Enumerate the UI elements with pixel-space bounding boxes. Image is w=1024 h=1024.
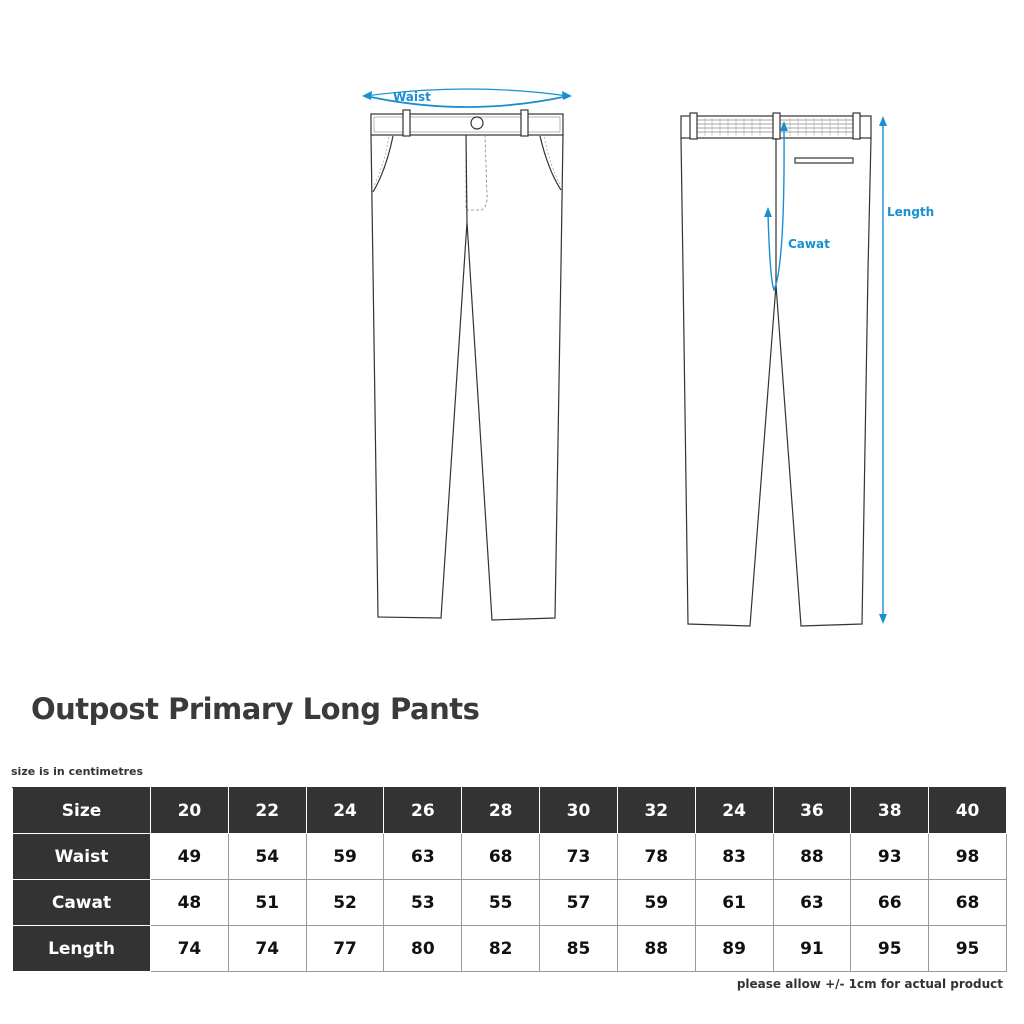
table-cell: 82: [462, 926, 540, 972]
size-header-cell: 38: [851, 788, 929, 834]
table-cell: 83: [695, 834, 773, 880]
waist-measure-arrow: [362, 89, 572, 107]
table-cell: 85: [540, 926, 618, 972]
size-header-cell: 24: [306, 788, 384, 834]
table-cell: 98: [929, 834, 1007, 880]
table-row-cawat: [13, 880, 1007, 926]
table-cell: 51: [228, 880, 306, 926]
table-cell: 78: [617, 834, 695, 880]
table-cell: 88: [617, 926, 695, 972]
waist-label: Waist: [393, 90, 431, 104]
table-cell: 93: [851, 834, 929, 880]
table-cell: 95: [851, 926, 929, 972]
length-label: Length: [887, 205, 935, 219]
size-header-cell: 30: [540, 788, 618, 834]
size-chart-table: [12, 787, 1007, 972]
size-header-cell: 24: [695, 788, 773, 834]
table-cell: 48: [151, 880, 229, 926]
table-cell: 57: [540, 880, 618, 926]
table-cell: 73: [540, 834, 618, 880]
table-cell: 74: [228, 926, 306, 972]
table-cell: 59: [617, 880, 695, 926]
size-header-cell: 26: [384, 788, 462, 834]
table-cell: 77: [306, 926, 384, 972]
row-header: Cawat: [13, 880, 151, 926]
table-cell: 68: [462, 834, 540, 880]
table-cell: 74: [151, 926, 229, 972]
table-cell: 91: [773, 926, 851, 972]
size-header-cell: 20: [151, 788, 229, 834]
cawat-measure-arrow: [764, 121, 830, 290]
row-header: Size: [13, 788, 151, 834]
cawat-label: Cawat: [788, 237, 830, 251]
size-header-cell: 28: [462, 788, 540, 834]
table-cell: 61: [695, 880, 773, 926]
table-cell: 80: [384, 926, 462, 972]
row-header: Waist: [13, 834, 151, 880]
table-cell: 89: [695, 926, 773, 972]
page-title: Outpost Primary Long Pants: [31, 692, 480, 726]
table-cell: 54: [228, 834, 306, 880]
table-row-length: [13, 926, 1007, 972]
size-chart-body: [13, 788, 1007, 972]
table-cell: 53: [384, 880, 462, 926]
table-row-size: [13, 788, 1007, 834]
table-cell: 59: [306, 834, 384, 880]
table-cell: 63: [773, 880, 851, 926]
size-header-cell: 32: [617, 788, 695, 834]
table-cell: 68: [929, 880, 1007, 926]
size-header-cell: 22: [228, 788, 306, 834]
table-cell: 66: [851, 880, 929, 926]
table-cell: 49: [151, 834, 229, 880]
tolerance-note: please allow +/- 1cm for actual product: [736, 977, 1003, 991]
back-pants-drawing: [681, 113, 871, 626]
table-cell: 63: [384, 834, 462, 880]
size-header-cell: 40: [929, 788, 1007, 834]
table-cell: 52: [306, 880, 384, 926]
unit-note: size is in centimetres: [11, 765, 144, 778]
size-header-cell: 36: [773, 788, 851, 834]
row-header: Length: [13, 926, 151, 972]
table-cell: 55: [462, 880, 540, 926]
table-cell: 95: [929, 926, 1007, 972]
front-pants-drawing: [371, 110, 563, 620]
table-cell: 88: [773, 834, 851, 880]
table-row-waist: [13, 834, 1007, 880]
length-measure-arrow: [879, 116, 934, 624]
